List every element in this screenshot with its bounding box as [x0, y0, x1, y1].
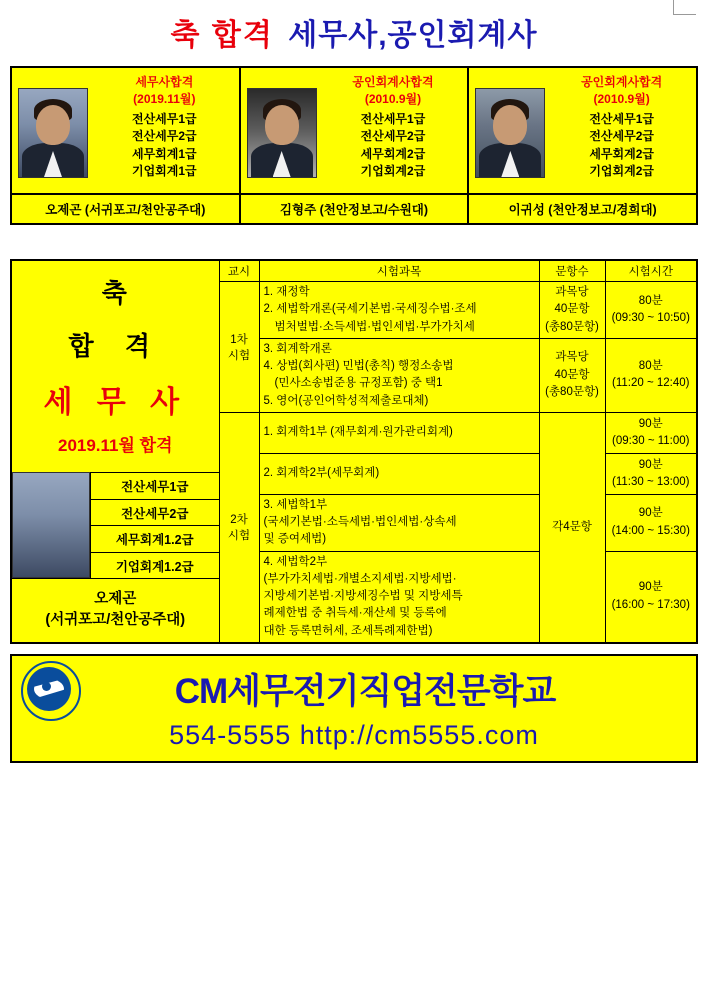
- pass-card-1: [11, 67, 240, 194]
- subject-line: (국세기본법·소득세법·법인세법·상속세: [263, 516, 457, 528]
- card-cert: 세무회계2급: [360, 146, 426, 161]
- card-title: 공인회계사합격: [352, 75, 434, 89]
- panel-chuk: 축: [101, 278, 129, 309]
- corner-mark: [673, 0, 696, 15]
- subject-line: (민사소송법준용 규정포함) 중 택1: [274, 377, 443, 390]
- card-date: (2010.9월): [593, 92, 650, 107]
- subject-cell: [259, 494, 539, 551]
- panel-cert: 전산세무1급: [91, 473, 219, 500]
- cm-logo-icon: [20, 660, 82, 718]
- subject-line: 3. 회계학개론: [263, 342, 332, 355]
- header-time: 시험시간: [605, 260, 697, 282]
- time-range: (09:30 ~ 11:00): [612, 434, 690, 447]
- subject-cell: [259, 412, 539, 453]
- panel-exam-name: 세 무 사: [43, 386, 188, 420]
- subject-line: 3. 세법학1부: [263, 498, 328, 511]
- header-red-text: 축 합격: [170, 19, 274, 52]
- poster-header: [10, 0, 698, 60]
- main-header-row: [11, 260, 697, 282]
- card-cert: 세무회계2급: [589, 146, 654, 161]
- time-duration: 90분: [638, 417, 663, 430]
- card-name: 김형주 (천안정보고/수원대): [240, 194, 469, 224]
- card-cert: 기업회계2급: [589, 163, 654, 178]
- panel-name-line1: 오제곤: [94, 591, 137, 608]
- winner-panel: [11, 260, 219, 643]
- student-photo: [12, 472, 90, 578]
- subject-line: 지방세기본법·지방세징수법 및 지방세특: [263, 590, 463, 602]
- panel-photo-block: [12, 472, 219, 578]
- card-cert: 전산세무2급: [360, 129, 426, 144]
- time-range: (14:00 ~ 15:30): [611, 524, 690, 537]
- card-title: 공인회계사합격: [581, 75, 663, 89]
- subject-line: 2. 회계학2부(세무회계): [263, 467, 380, 480]
- time-duration: 90분: [638, 581, 663, 594]
- panel-name: [12, 578, 219, 639]
- count-cell: 각4문항: [539, 412, 605, 643]
- school-name: CM세무전기직업전문학교: [174, 671, 556, 711]
- time-cell: [605, 282, 697, 339]
- card-cert: 전산세무2급: [132, 129, 197, 144]
- card-cert: 세무회계1급: [132, 146, 197, 161]
- card-date: (2019.11월): [133, 92, 196, 107]
- subject-line: 4. 세법학2부: [263, 555, 328, 568]
- panel-cert-list: [90, 472, 219, 578]
- footer-banner: [10, 654, 698, 763]
- card-cert: 기업회계1급: [132, 163, 197, 178]
- pass-card-2: [240, 67, 469, 194]
- count-cell: [539, 282, 605, 339]
- time-duration: 80분: [638, 360, 663, 372]
- card-cert: 전산세무1급: [360, 111, 426, 126]
- subject-line: (부가가치세법·개별소지세법·지방세법·: [263, 572, 457, 585]
- time-cell: [605, 494, 697, 551]
- subject-line: 2. 세법학개론(국세기본법·국세징수법·조세: [263, 303, 477, 316]
- header-subject: 시험과목: [259, 260, 539, 282]
- panel-name-line2: (서귀포고/천안공주대): [45, 612, 186, 629]
- time-cell: [605, 453, 697, 494]
- stage-label: 2차 시험: [219, 412, 259, 643]
- card-cert: 전산세무1급: [132, 111, 197, 126]
- pass-cards-row: [11, 67, 697, 194]
- panel-cert: 전산세무2급: [91, 500, 219, 527]
- subject-cell: [259, 282, 539, 339]
- card-cert: 전산세무1급: [589, 111, 654, 126]
- subject-cell: [259, 338, 539, 412]
- count-line-2: 40문항: [554, 368, 590, 381]
- panel-pass-date: 2019.11월 합격: [57, 436, 173, 456]
- subject-cell: [259, 453, 539, 494]
- panel-hapgyeok: 합 격: [68, 331, 162, 362]
- panel-cert: 기업회계1.2급: [115, 559, 194, 574]
- subject-cell: [259, 551, 539, 643]
- header-blue-text: 세무사,공인회계사: [288, 19, 538, 52]
- exam-info-table: [10, 259, 698, 644]
- time-duration: 80분: [638, 294, 663, 307]
- subject-line: 및 증여세법): [263, 533, 327, 546]
- subject-line: 1. 재정학: [263, 286, 310, 298]
- pass-cards-name-row: [11, 194, 697, 224]
- pass-card-3: [468, 67, 697, 194]
- count-line-1: 과목당: [555, 286, 589, 298]
- student-photo: [475, 88, 545, 178]
- panel-cert: 세무회계1.2급: [91, 526, 219, 553]
- subject-line: 범처벌법·소득세법·법인세법·부가가치세: [274, 320, 475, 333]
- card-name: 이귀성 (천안정보고/경희대): [468, 194, 697, 224]
- time-cell: [605, 412, 697, 453]
- time-cell: [605, 551, 697, 643]
- time-cell: [605, 338, 697, 412]
- header-count: 문항수: [539, 260, 605, 282]
- count-cell: [539, 338, 605, 412]
- time-duration: 90분: [638, 507, 663, 520]
- card-date: (2010.9월): [364, 92, 422, 107]
- subject-line: 5. 영어(공인어학성적제출로대체): [263, 394, 429, 407]
- stage-label: 1차 시험: [219, 282, 259, 413]
- count-line-2: 40문항: [554, 303, 590, 316]
- subject-line: 4. 상법(회사편) 민법(총칙) 행정소송법: [263, 360, 454, 372]
- time-range: (09:30 ~ 10:50): [611, 311, 690, 324]
- subject-line: 대한 등록면허세, 조세특례제한법): [263, 624, 433, 637]
- count-line-3: (총80문항): [545, 385, 599, 398]
- student-photo: [247, 88, 317, 178]
- subject-line: 1. 회계학1부 (재무회계·원가관리회계): [263, 426, 453, 439]
- time-range: (11:20 ~ 12:40): [612, 377, 690, 390]
- pass-cards-table: [10, 66, 698, 225]
- time-range: (11:30 ~ 13:00): [612, 475, 690, 488]
- count-line-1: 과목당: [555, 351, 589, 364]
- header-gyosi: 교시: [219, 260, 259, 282]
- card-title: 세무사합격: [135, 75, 194, 89]
- count-line-3: (총80문항): [545, 320, 599, 333]
- subject-line: 례제한법 중 취득세·재산세 및 등록에: [263, 607, 447, 620]
- time-duration: 90분: [638, 458, 663, 471]
- contact-info[interactable]: 554-5555 http://cm5555.com: [169, 719, 539, 750]
- card-cert: 기업회계2급: [360, 163, 426, 178]
- time-range: (16:00 ~ 17:30): [611, 598, 690, 611]
- card-cert: 전산세무2급: [589, 129, 654, 144]
- student-photo: [18, 88, 88, 178]
- card-name: 오제곤 (서귀포고/천안공주대): [11, 194, 240, 224]
